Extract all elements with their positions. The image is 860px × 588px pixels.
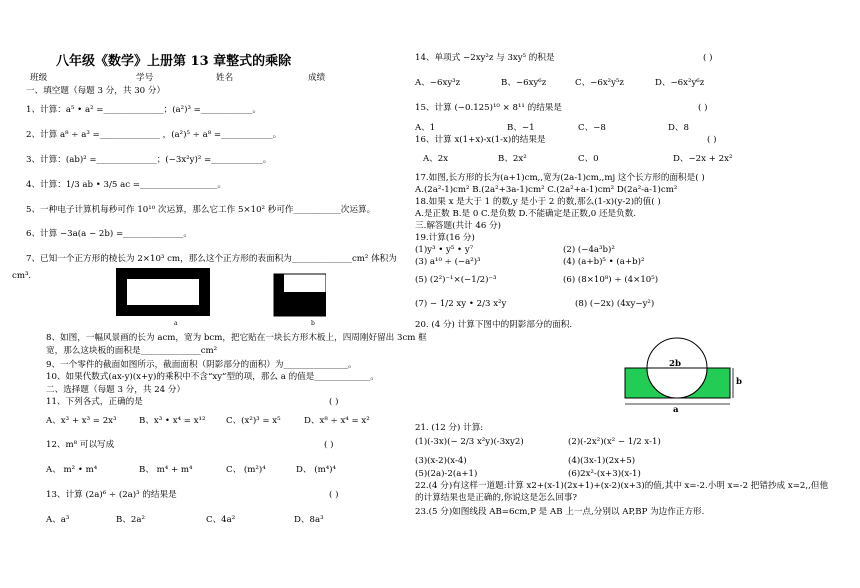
q11-option-c: C、(x²)³ = x⁵ — [226, 416, 281, 426]
figure-label-b: b — [311, 320, 315, 327]
q19-item-5: (5) (2²)⁻¹×(−1/2)⁻³ — [415, 275, 497, 285]
q12-option-a: A、 m² • m⁴ — [46, 465, 98, 475]
q11-option-a: A、x³ + x³ = 2x³ — [46, 416, 117, 426]
question-2: 2、计算 a⁸ ÷ a³ =______________ ，(a²)⁵ ÷ a⁸ =____________。 — [26, 130, 282, 140]
question-18: 18.如果 x 是大于 1 的数,y 是小于 2 的数,那么(1-x)(y-2)的值( ) — [415, 197, 661, 207]
q19-item-6: (6) (8×10⁸) ÷ (4×10⁵) — [563, 275, 659, 285]
question-21: 21. (12 分) 计算: — [415, 423, 484, 433]
question-7: 7、已知一个正方形的棱长为 2×10³ cm，那么这个正方形的表面积为______________cm² 体积为 — [26, 254, 397, 264]
page-title: 八年级《数学》上册第 13 章整式的乘除 — [56, 54, 292, 69]
q14-option-c: C、−6x²y⁵z — [575, 78, 624, 88]
question-11-paren: ( ) — [329, 397, 339, 407]
question-13: 13、计算 (2a)⁶ ÷ (2a)³ 的结果是 — [46, 490, 177, 500]
header-score: 成绩 — [308, 73, 326, 83]
q13-option-d: D、8a³ — [294, 515, 324, 525]
figure-part-section — [274, 274, 326, 316]
question-18-options: A.是正数 B.是 0 C.是负数 D.不能确定是正数,0 还是负数. — [415, 209, 637, 219]
q21-item-5: (5)(2a)-2(a+1) — [415, 469, 478, 479]
question-10: 10、如果代数式(ax-y)(x+y)的乘积中不含“xy”型的项，那么 a 的值是_____________。 — [46, 372, 379, 382]
q16-option-c: C、0 — [578, 154, 599, 164]
q14-option-b: B、−6xy⁶z — [501, 78, 547, 88]
question-4: 4、计算：1/3 ab • 3/5 ac =__________________。 — [26, 180, 226, 190]
figure-label-a: a — [174, 320, 178, 327]
question-20: 20. (4 分) 计算下图中的阴影部分的面积. — [415, 320, 573, 330]
figure-frame-picture — [116, 268, 210, 316]
question-6: 6、计算 −3a(a − 2b) =______________。 — [26, 229, 192, 239]
q21-item-2: (2)(-2x²)(x² − 1/2 x-1) — [568, 437, 661, 447]
question-15: 15、计算 (−0.125)¹⁰ × 8¹¹ 的结果是 — [415, 103, 562, 113]
figures-q8-q9 — [116, 266, 326, 326]
question-16-paren: ( ) — [707, 135, 717, 145]
q14-option-d: D、−6x²y⁶z — [655, 78, 705, 88]
q15-option-b: B、−1 — [507, 123, 535, 133]
question-17-options: A.(2a²-1)cm² B.(2a²+3a-1)cm² C.(2a²+a-1)cm² D(2a²-a-1)cm² — [415, 185, 678, 195]
q21-item-6: (6)2x²-(x+3)(x-1) — [568, 469, 641, 479]
question-22-cont: 的计算结果也是正确的,你说这是怎么回事? — [415, 493, 578, 503]
question-9: 9、一个零件的截面如图所示，截面面积（阴影部分的面积）为_______________。 — [46, 360, 357, 370]
question-3: 3、计算：(ab)² =______________；(−3x²y)² =____________。 — [26, 155, 272, 165]
q21-item-1: (1)(-3x)(− 2/3 x²y)(-3xy2) — [415, 437, 524, 447]
q11-option-b: B、x³ • x⁴ = x¹² — [139, 416, 206, 426]
header-number: 学号 — [136, 73, 154, 83]
q12-option-b: B、 m⁴ + m⁴ — [139, 465, 193, 475]
question-13-paren: ( ) — [329, 490, 339, 500]
question-12: 12、m⁸ 可以写成 — [46, 440, 115, 450]
question-8-cont: 宽，那么这块板的面积是______________cm² — [46, 346, 218, 356]
q19-item-2: (2) (−4a³b)² — [563, 245, 615, 255]
section-answer: 三.解答题(共计 46 分) — [415, 221, 501, 231]
question-17: 17.如图,长方形的长为(a+1)cm,,宽为(2a-1)cm,,mj 这个长方形的面积是( ) — [415, 173, 705, 183]
q21-item-4: (4)(3x-1)(2x+5) — [568, 456, 636, 466]
q19-item-3: (3) a¹⁰ ÷ (−a²)³ — [415, 257, 481, 267]
q13-option-c: C、4a² — [206, 515, 236, 525]
q16-option-b: B、2x² — [498, 154, 527, 164]
header-name: 姓名 — [216, 73, 234, 83]
q16-option-a: A、2x — [423, 154, 449, 164]
question-5: 5、一种电子计算机每秒可作 10¹⁰ 次运算，那么它工作 5×10² 秒可作___________次运算。 — [26, 205, 376, 215]
question-22: 22.(4 分)有这样一道题:计算 x2+(x-1)(2x+1)+(x-2)(x+3)的值,其中 x=-2.小明 x=-2 把错抄成 x=2,,但他 — [415, 481, 829, 491]
question-11: 11、下列各式，正确的是 — [46, 397, 143, 407]
q21-item-3: (3)(x-2)(x-4) — [415, 456, 467, 466]
figure-label-2b: 2b — [669, 359, 681, 369]
q19-item-4: (4) (a+b)⁵ • (a+b)² — [563, 257, 645, 267]
question-8: 8、如图，一幅风景画的长为 acm，宽为 bcm，把它贴在一块长方形木板上，四周刚好留出 3cm 框 — [46, 333, 427, 343]
q19-item-1: (1)y³ • y⁵ • y⁷ — [415, 245, 474, 255]
figure-q20-shaded-area — [620, 330, 745, 420]
q16-option-d: D、−2x + 2x² — [673, 154, 733, 164]
question-14-paren: ( ) — [703, 53, 713, 63]
question-14: 14、单项式 −2xy²z 与 3xy⁵ 的积是 — [415, 53, 555, 63]
q19-item-8: (8) (−2x) (4xy−y²) — [575, 299, 655, 309]
q12-option-c: C、 (m²)⁴ — [226, 465, 266, 475]
question-1: 1、计算：a⁵ • a² =______________；(a²)³ =____________。 — [26, 105, 262, 115]
q13-option-b: B、2a² — [116, 515, 145, 525]
q11-option-d: D、x⁸ ÷ x⁴ = x² — [304, 416, 370, 426]
question-16: 16、计算 x(1+x)-x(1-x)的结果是 — [415, 135, 546, 145]
section-choice: 二、选择题（每题 3 分，共 24 分） — [46, 385, 186, 395]
figure-label-a-width: a — [673, 405, 679, 415]
question-12-paren: ( ) — [324, 440, 334, 450]
question-7-unit: cm³. — [12, 271, 32, 281]
q13-option-a: A、a³ — [46, 515, 70, 525]
q12-option-d: D、 (m⁴)⁴ — [296, 465, 336, 475]
q15-option-d: D、8 — [668, 123, 689, 133]
q14-option-a: A、−6xy³z — [415, 78, 461, 88]
figure-label-b-height: b — [736, 377, 743, 387]
q19-item-7: (7) − 1/2 xy • 2/3 x²y — [415, 299, 507, 309]
q15-option-c: C、−8 — [578, 123, 606, 133]
question-19: 19.计算(16 分) — [415, 233, 475, 243]
section-fill-in: 一、填空题（每题 3 分，共 30 分） — [26, 86, 166, 96]
question-15-paren: ( ) — [698, 103, 708, 113]
question-23: 23.(5 分)如图线段 AB=6cm,P 是 AB 上一点,分别以 AP,BP 为边作正方形. — [415, 507, 705, 517]
q15-option-a: A、1 — [415, 123, 436, 133]
header-class: 班级 — [30, 73, 48, 83]
